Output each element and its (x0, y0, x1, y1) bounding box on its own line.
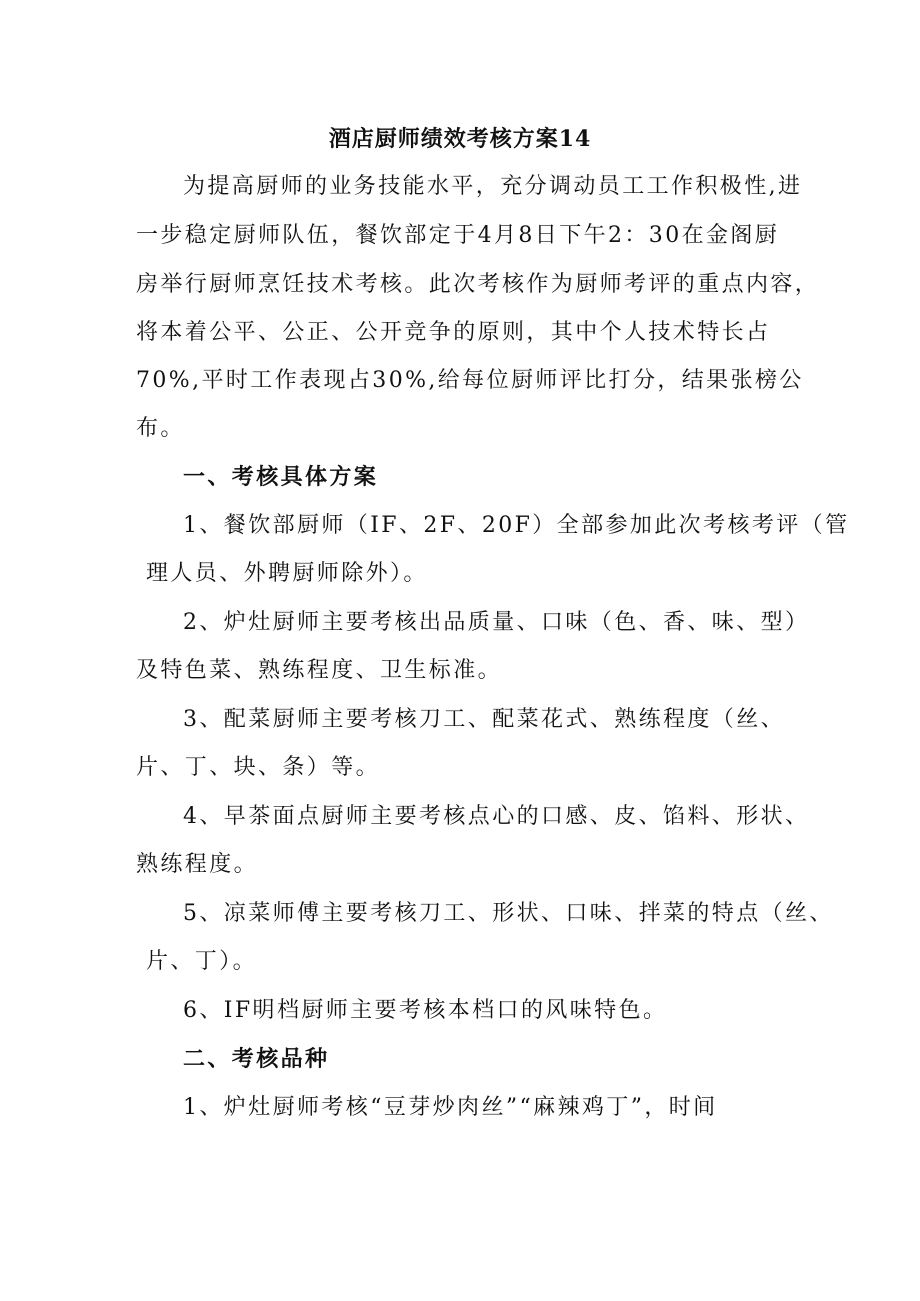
intro-line-4: 将本着公平、公正、公开竞争的原则，其中个人技术特长占 (136, 320, 771, 345)
section-1-item-5-line-1: 5、凉菜师傅主要考核刀工、形状、口味、拌菜的特点（丝、 (183, 901, 834, 926)
section-1-item-2-line-2: 及特色菜、熟练程度、卫生标准。 (136, 658, 503, 683)
intro-line-2: 一步稳定厨师队伍，餐饮部定于4月8日下午2：30在金阁厨 (136, 223, 780, 248)
section-1-item-6-line-1: 6、IF明档厨师主要考核本档口的风味特色。 (183, 998, 668, 1023)
section-1-item-4-line-1: 4、早茶面点厨师主要考核点心的口感、皮、馅料、形状、 (183, 804, 810, 829)
intro-line-3: 房举行厨师烹饪技术考核。此次考核作为厨师考评的重点内容， (136, 272, 820, 297)
section-1-item-1-line-1: 1、餐饮部厨师（IF、2F、20F）全部参加此次考核考评（管 (183, 513, 850, 538)
intro-line-5: 70%,平时工作表现占30%,给每位厨师评比打分，结果张榜公 (136, 368, 804, 393)
intro-line-1: 为提高厨师的业务技能水平，充分调动员工工作积极性,进 (183, 174, 803, 199)
section-2-item-1-line-1: 1、炉灶厨师考核“豆芽炒肉丝”“麻辣鸡丁”，时间 (183, 1095, 718, 1120)
document-title: 酒店厨师绩效考核方案14 (328, 126, 592, 152)
section-1-heading: 一、考核具体方案 (183, 464, 379, 490)
section-1-item-1-line-2: 理人员、外聘厨师除外）。 (146, 561, 428, 586)
section-1-item-4-line-2: 熟练程度。 (136, 852, 259, 877)
section-1-item-2-line-1: 2、炉灶厨师主要考核出品质量、口味（色、香、味、型） (183, 610, 810, 635)
section-2-heading: 二、考核品种 (183, 1046, 330, 1072)
section-1-item-5-line-2: 片、丁）。 (146, 949, 258, 974)
intro-line-6: 布。 (136, 416, 185, 441)
section-1-item-3-line-1: 3、配菜厨师主要考核刀工、配菜花式、熟练程度（丝、 (183, 707, 785, 732)
section-1-item-3-line-2: 片、丁、块、条）等。 (136, 755, 381, 780)
